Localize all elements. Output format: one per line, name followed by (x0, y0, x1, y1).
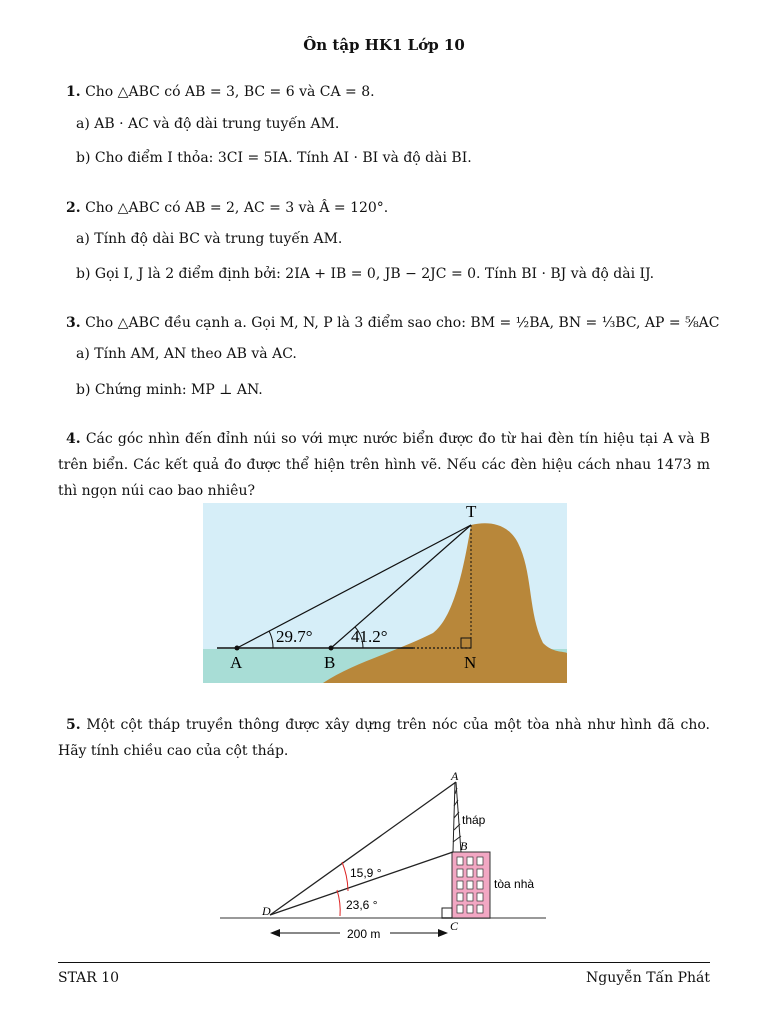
sight-line-top (270, 782, 456, 915)
footer-right: Nguyễn Tấn Phát (585, 970, 710, 986)
footer-rule (58, 962, 710, 963)
item-label: b) (76, 150, 91, 166)
problem-text: Cho △ABC đều cạnh a. Gọi M, N, P là 3 điểm sao cho: BM = ½BA, BN = ⅓BC, AP = ⅝AC (85, 315, 720, 331)
problem-2-stem (66, 200, 388, 216)
item-text: Chứng minh: MP ⊥ AN. (94, 382, 263, 398)
problem-1-stem (66, 84, 375, 100)
problem-2a (76, 231, 342, 247)
problem-number: 3. (66, 315, 81, 331)
point-a (235, 646, 240, 651)
problem-1b (76, 150, 472, 166)
problem-3a (76, 346, 297, 362)
problem-4 (58, 426, 710, 504)
problem-5 (58, 712, 710, 764)
problem-3b (76, 382, 263, 398)
label-building: tòa nhà (494, 877, 535, 891)
problem-2b (76, 266, 654, 282)
label-a: A (451, 770, 459, 783)
problem-3-stem (66, 315, 719, 331)
item-text: AB · AC và độ dài trung tuyến AM. (94, 116, 340, 132)
problem-number: 2. (66, 200, 81, 216)
mountain-figure (203, 503, 567, 683)
angle-label-bottom: 23,6 ° (346, 898, 378, 912)
label-n: N (464, 653, 477, 672)
problem-text: Cho △ABC có AB = 3, BC = 6 và CA = 8. (85, 84, 375, 100)
angle-label-top: 15,9 ° (350, 866, 382, 880)
item-label: b) (76, 266, 91, 282)
label-c: C (450, 919, 459, 933)
point-b (329, 646, 334, 651)
arrow-right-icon (438, 929, 448, 937)
item-label: a) (76, 116, 90, 132)
label-d: D (262, 904, 271, 918)
label-b: B (324, 653, 336, 672)
angle-arc-bottom (337, 890, 340, 916)
distance-label: 200 m (347, 927, 381, 941)
label-a: A (230, 653, 243, 672)
problem-number: 5. (66, 717, 81, 733)
item-text: Tính AM, AN theo AB và AC. (94, 346, 297, 362)
tower-figure (220, 770, 550, 950)
item-label: a) (76, 231, 90, 247)
problem-text: Các góc nhìn đến đỉnh núi so với mực nước biển được đo từ hai đèn tín hiệu tại A và B trên biển. Các kết quả đo được thể hiện trên hình vẽ. Nếu các đèn hiệu cách nhau 1473 m thì ngọn núi cao bao nhiêu? (58, 431, 711, 499)
page-title: Ôn tập HK1 Lớp 10 (303, 36, 465, 54)
arrow-left-icon (270, 929, 280, 937)
problem-number: 4. (66, 431, 81, 447)
label-b: B (460, 839, 468, 853)
angle-arc-top (342, 862, 348, 891)
item-label: b) (76, 382, 91, 398)
right-angle-mark (442, 908, 452, 918)
problem-number: 1. (66, 84, 81, 100)
problem-text: Một cột tháp truyền thông được xây dựng trên nóc của một tòa nhà như hình đã cho. Hãy tính chiều cao của cột tháp. (58, 717, 710, 759)
angle-label-a: 29.7° (276, 627, 313, 646)
footer-left: STAR 10 (58, 970, 120, 986)
problem-text: Cho △ABC có AB = 2, AC = 3 và Â = 120°. (85, 200, 389, 216)
item-label: a) (76, 346, 90, 362)
angle-label-b: 41.2° (351, 627, 388, 646)
item-text: Cho điểm I thỏa: 3CI = 5IA. Tính AI · BI và độ dài BI. (94, 150, 472, 166)
label-tower: tháp (462, 813, 486, 827)
problem-1a (76, 116, 339, 132)
label-t: T (466, 503, 477, 521)
item-text: Gọi I, J là 2 điểm định bởi: 2IA + IB = 0, JB − 2JC = 0. Tính BI · BJ và độ dài IJ. (94, 266, 655, 282)
item-text: Tính độ dài BC và trung tuyến AM. (94, 231, 343, 247)
